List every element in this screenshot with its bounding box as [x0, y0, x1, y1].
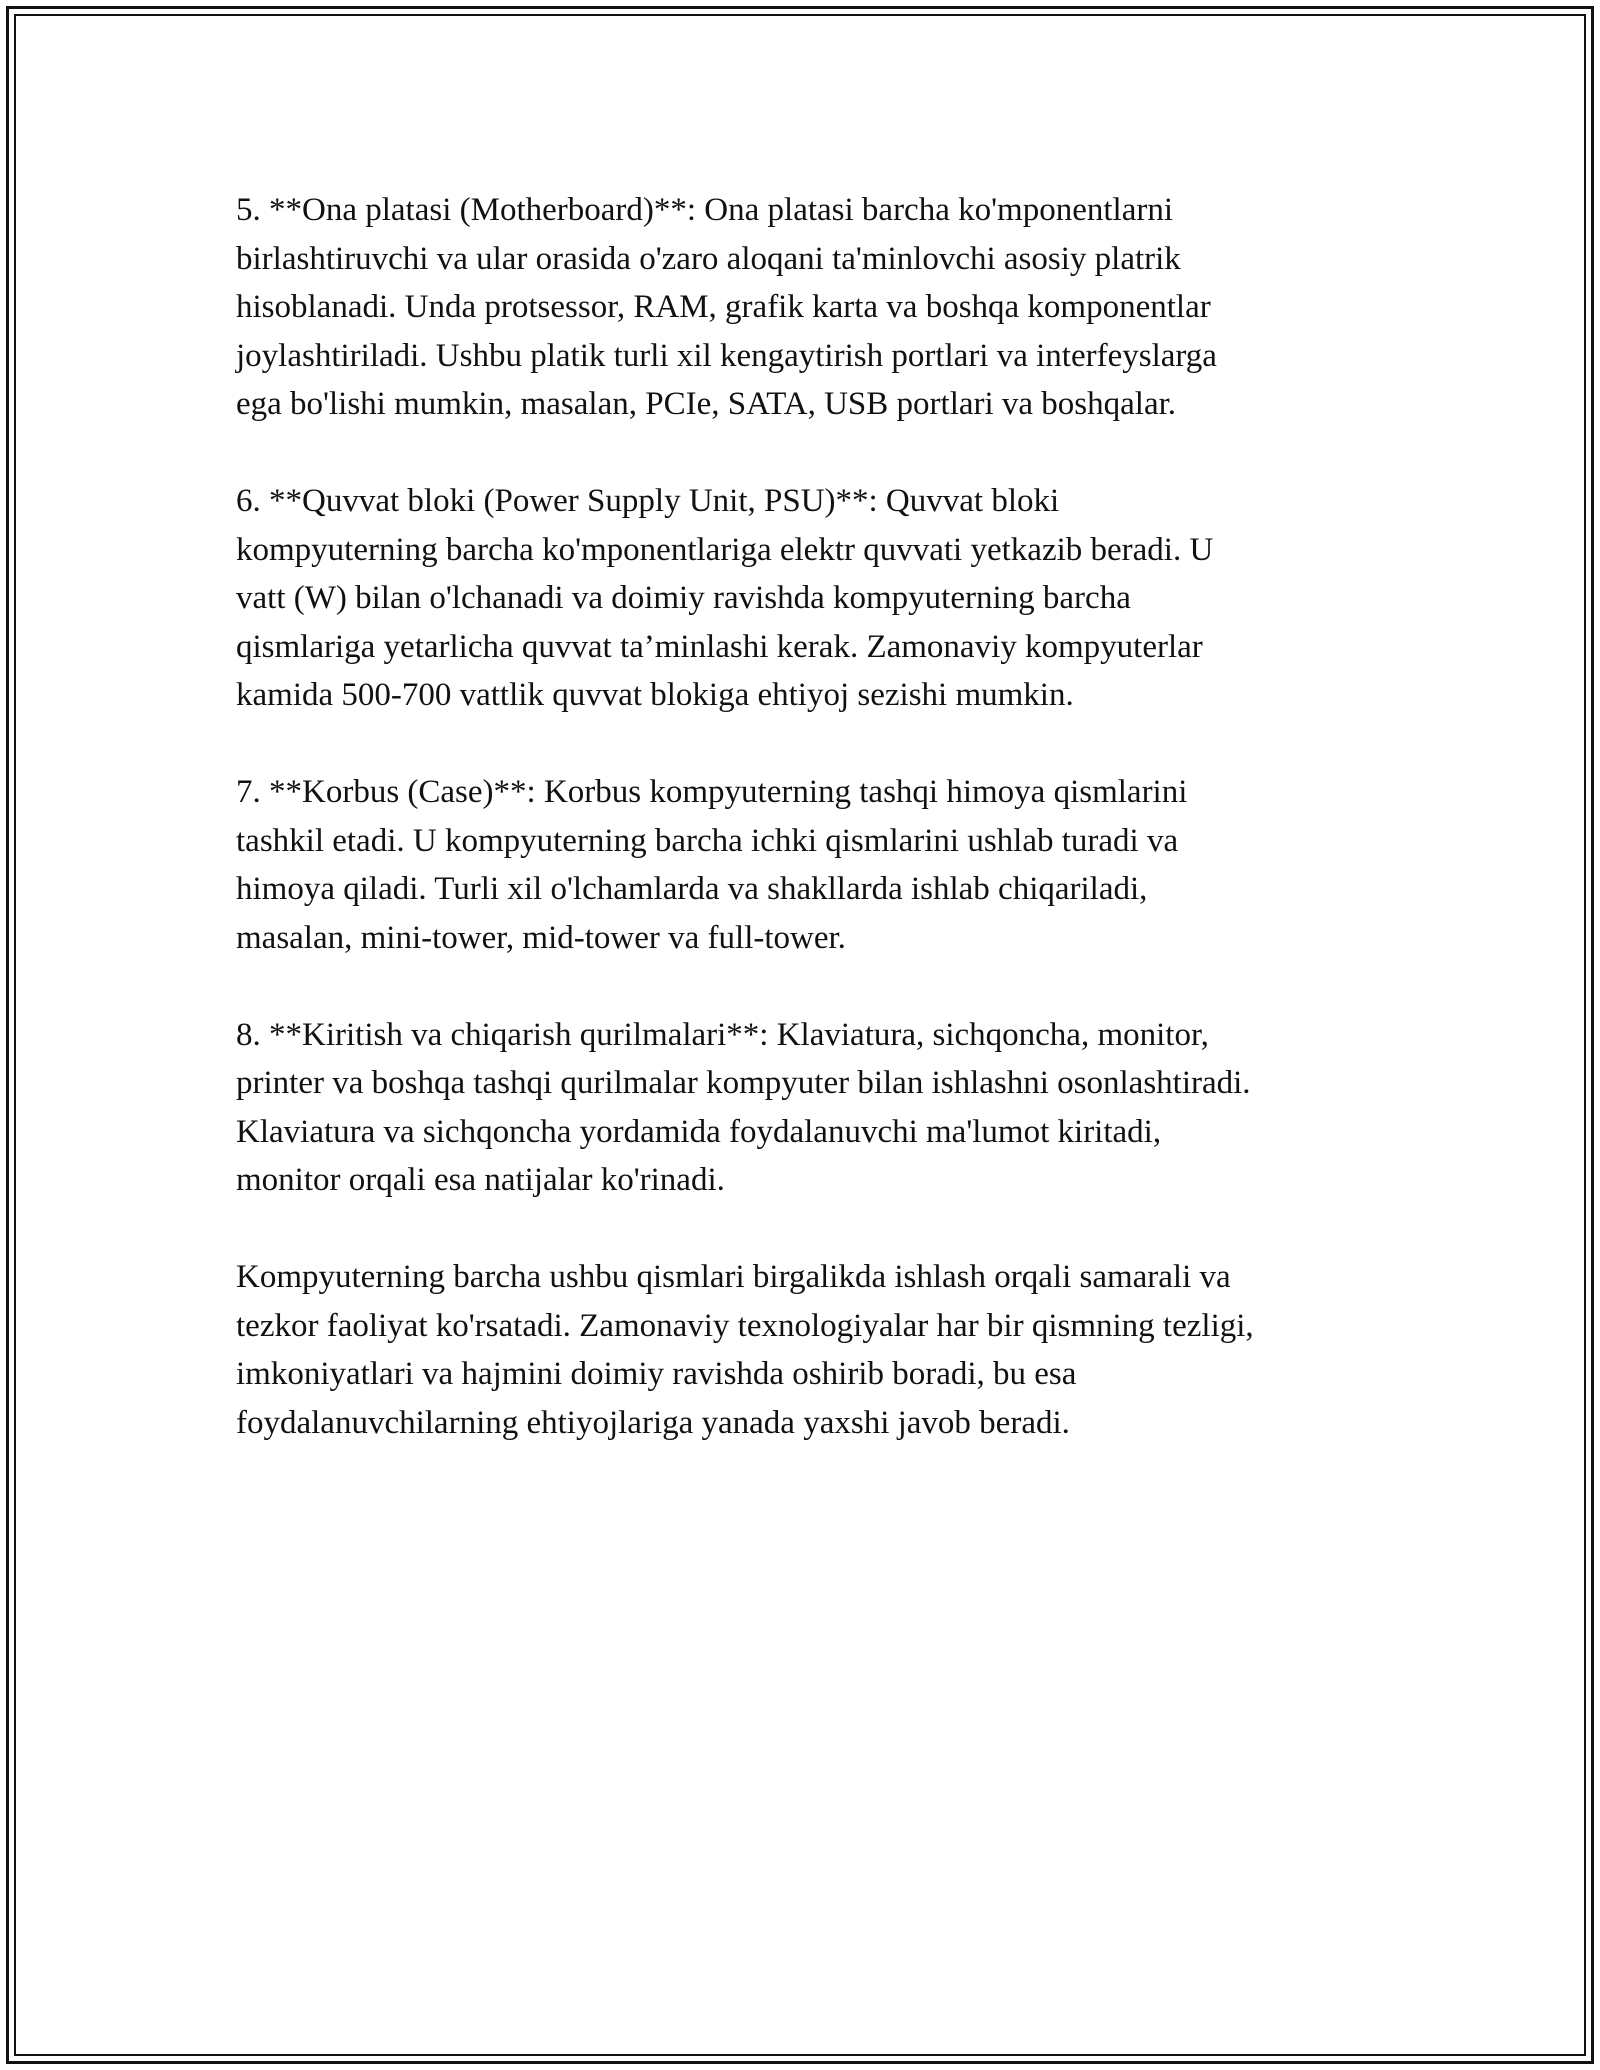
paragraph-power-supply: 6. **Quvvat bloki (Power Supply Unit, PSU)**: Quvvat bloki kompyuterning barcha ko'mponentlariga elektr quvvati yetkazib beradi. U vatt (W) bilan o'lchanadi va doimiy ravishda kompyuterning barcha qismlariga yetarlicha quvvat ta’minlashi kerak. Zamonaviy kompyuterlar kamida 500-700 vattlik quvvat blokiga ehtiyoj sezishi mumkin. [236, 483, 1214, 713]
paragraph-case: 7. **Korbus (Case)**: Korbus kompyuterning tashqi himoya qismlarini tashkil etadi. U kompyuterning barcha ichki qismlarini ushlab turadi va himoya qiladi. Turli xil o'lchamlarda va shakllarda ishlab chiqariladi, masalan, mini-tower, mid-tower va full-tower. [236, 774, 1188, 956]
document-body [236, 186, 1376, 1447]
paragraph-motherboard: 5. **Ona platasi (Motherboard)**: Ona platasi barcha ko'mponentlarni birlashtiruvchi va ular orasida o'zaro aloqani ta'minlovchi asosiy platrik hisoblanadi. Unda protsessor, RAM, grafik karta va boshqa komponentlar joylashtiriladi. Ushbu platik turli xil kengaytirish portlari va interfeyslarga ega bo'lishi mumkin, masalan, PCIe, SATA, USB portlari va boshqalar. [236, 192, 1217, 422]
paragraph-conclusion: Kompyuterning barcha ushbu qismlari birgalikda ishlash orqali samarali va tezkor faoliyat ko'rsatadi. Zamonaviy texnologiyalar har bir qismning tezligi, imkoniyatlari va hajmini doimiy ravishda oshirib boradi, bu esa foydalanuvchilarning ehtiyojlariga yanada yaxshi javob beradi. [236, 1259, 1254, 1441]
paragraph-input-output-devices: 8. **Kiritish va chiqarish qurilmalari**: Klaviatura, sichqoncha, monitor, printer va boshqa tashqi qurilmalar kompyuter bilan ishlashni osonlashtiradi. Klaviatura va sichqoncha yordamida foydalanuvchi ma'lumot kiritadi, monitor orqali esa natijalar ko'rinadi. [236, 1016, 1251, 1198]
